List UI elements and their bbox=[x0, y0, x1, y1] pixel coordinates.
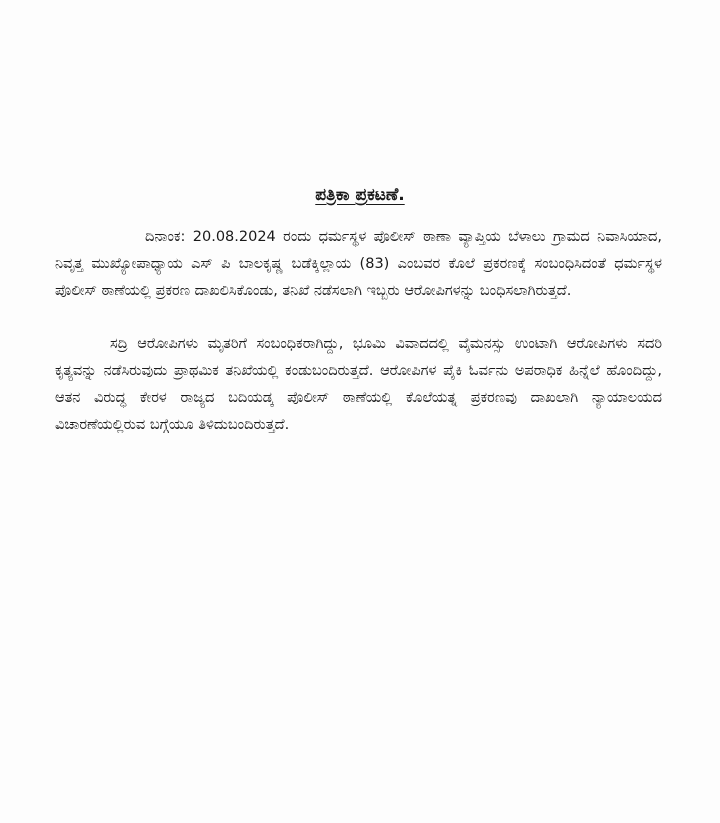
paragraph-2: ಸದ್ರಿ ಆರೋಪಿಗಳು ಮೃತರಿಗೆ ಸಂಬಂಧಿಕರಾಗಿದ್ದು, ಭೂಮಿ ವಿವಾದದಲ್ಲಿ ವೈಮನಸ್ಸು ಉಂಟಾಗಿ ಆರೋಪಿಗಳು ಸದರಿ ಕೃತ್ಯವನ್ನು ನಡೆಸಿರುವುದು ಪ್ರಾಥಮಿಕ ತನಿಖೆಯಲ್ಲಿ ಕಂಡುಬಂದಿರುತ್ತದೆ. ಆರೋಪಿಗಳ ಪೈಕಿ ಓರ್ವನು ಅಪರಾಧಿಕ ಹಿನ್ನೆಲೆ ಹೊಂದಿದ್ದು, ಆತನ ವಿರುದ್ಧ ಕೇರಳ ರಾಜ್ಯದ ಬದಿಯಡ್ಕ ಪೊಲೀಸ್ ಠಾಣೆಯಲ್ಲಿ ಕೊಲೆಯತ್ನ ಪ್ರಕರಣವು ದಾಖಲಾಗಿ ನ್ಯಾಯಾಲಯದ ವಿಚಾರಣೆಯಲ್ಲಿರುವ ಬಗ್ಗೆಯೂ ತಿಳಿದುಬಂದಿರುತ್ತದೆ. bbox=[55, 336, 662, 433]
title-text: ಪತ್ರಿಕಾ ಪ್ರಕಟಣೆ. bbox=[315, 185, 405, 205]
document-title bbox=[0, 185, 720, 205]
document-body bbox=[55, 224, 662, 439]
paragraph-1: ದಿನಾಂಕ: 20.08.2024 ರಂದು ಧರ್ಮಸ್ಥಳ ಪೊಲೀಸ್ ಠಾಣಾ ವ್ಯಾಪ್ತಿಯ ಬೆಳಾಲು ಗ್ರಾಮದ ನಿವಾಸಿಯಾದ, ನಿವೃತ್ತ ಮುಖ್ಯೋಪಾಧ್ಯಾಯ ಎಸ್ ಪಿ ಬಾಲಕೃಷ್ಣ ಬಡೆಕ್ಕಿಲ್ಲಾಯ (83) ಎಂಬವರ ಕೊಲೆ ಪ್ರಕರಣಕ್ಕೆ ಸಂಬಂಧಿಸಿದಂತೆ ಧರ್ಮಸ್ಥಳ ಪೊಲೀಸ್ ಠಾಣೆಯಲ್ಲಿ ಪ್ರಕರಣ ದಾಖಲಿಸಿಕೊಂಡು, ತನಿಖೆ ನಡೆಸಲಾಗಿ ಇಬ್ಬರು ಆರೋಪಿಗಳನ್ನು ಬಂಧಿಸಲಾಗಿರುತ್ತದೆ. bbox=[55, 229, 662, 299]
